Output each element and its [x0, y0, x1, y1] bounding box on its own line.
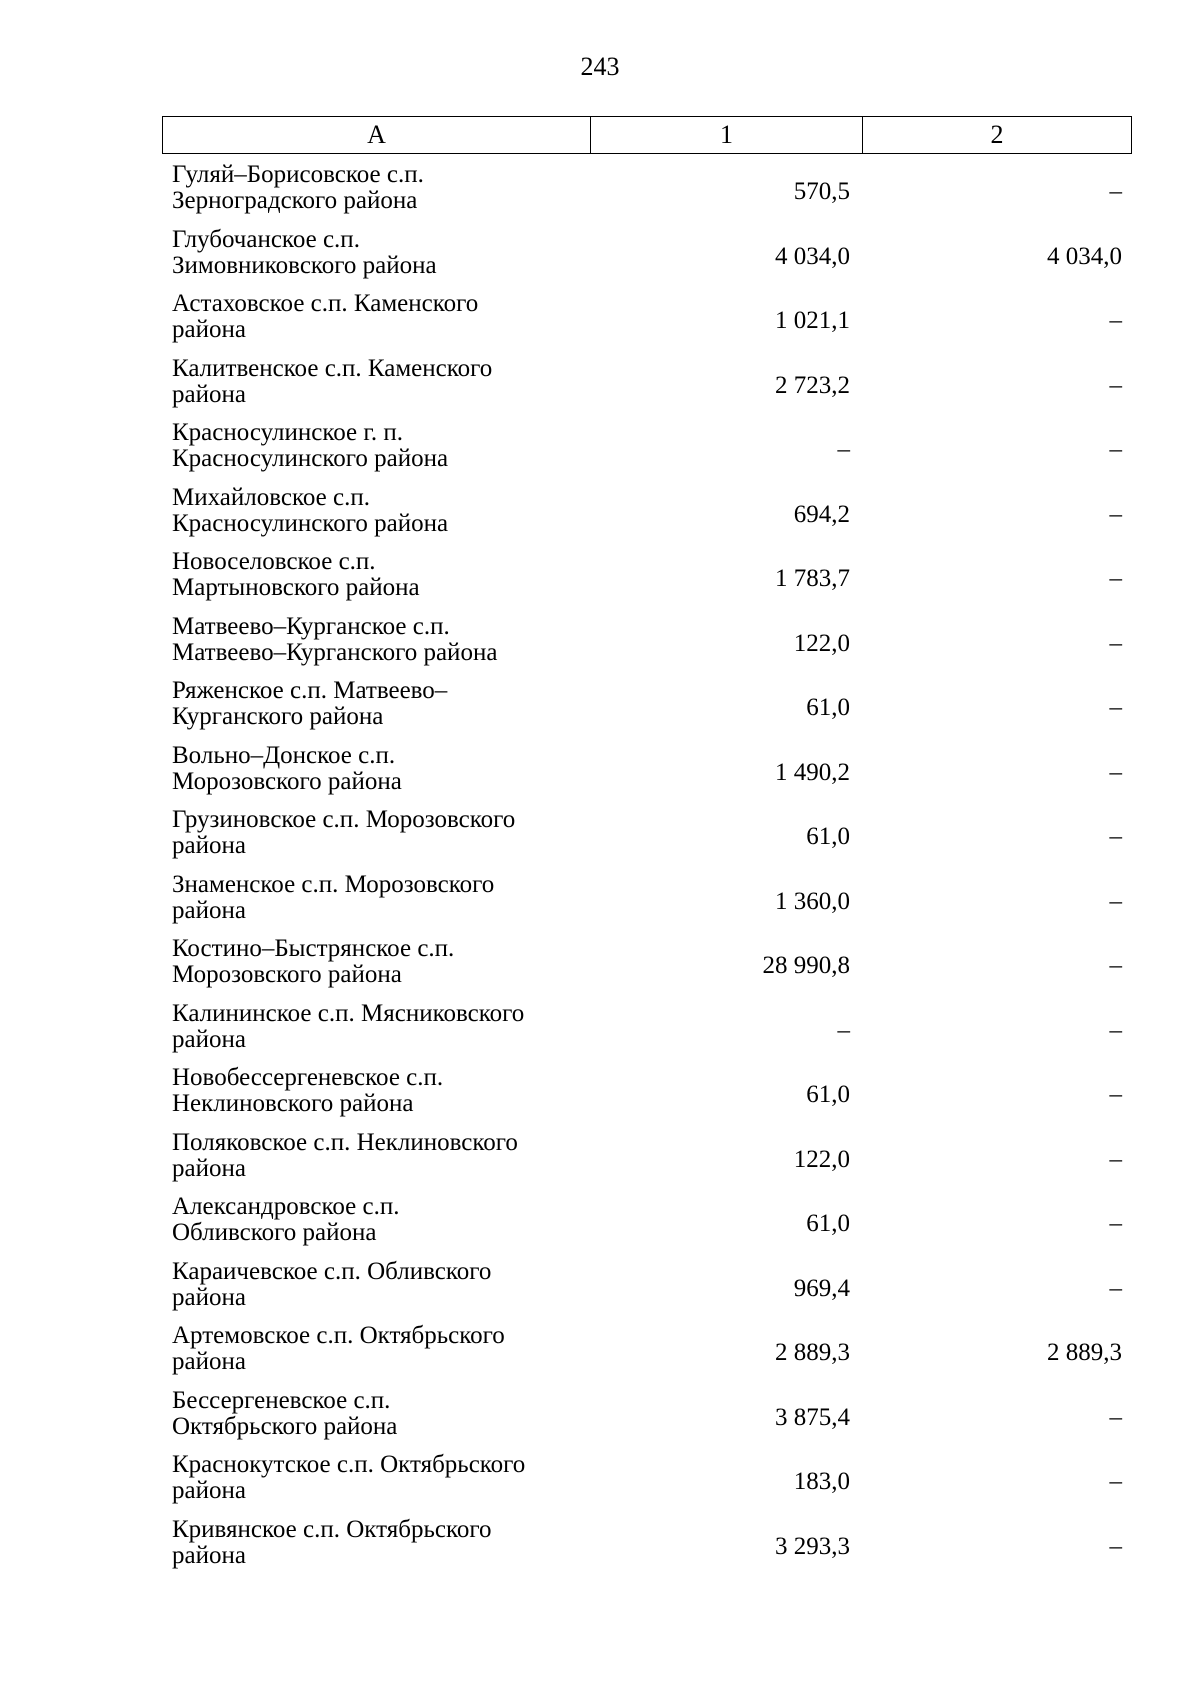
value-col-1: 969,4 — [793, 1274, 850, 1302]
value-col-1: 28 990,8 — [762, 952, 850, 980]
value-col-2: – — [1109, 694, 1122, 722]
value-col-2: – — [1109, 565, 1122, 593]
value-col-2: – — [1109, 629, 1122, 657]
value-col-2: – — [1109, 887, 1122, 915]
value-col-2: 4 034,0 — [1047, 242, 1122, 270]
value-col-2: – — [1109, 1016, 1122, 1044]
settlement-name: Поляковское с.п. Неклиновского района — [172, 1128, 518, 1182]
table-row — [162, 870, 1132, 935]
settlement-name: Калитвенское с.п. Каменского района — [172, 354, 493, 408]
value-col-1: 122,0 — [793, 629, 850, 657]
settlement-name: Матвеево–Курганское с.п. Матвеево–Курганского района — [172, 612, 498, 666]
value-col-2: – — [1109, 823, 1122, 851]
settlement-name: Александровское с.п. Обливского района — [172, 1193, 400, 1246]
settlement-name: Новобессергеневское с.п. Неклиновского района — [172, 1064, 444, 1117]
value-col-1: 1 021,1 — [775, 307, 850, 335]
table-row — [162, 1192, 1132, 1257]
settlement-name: Бессергеневское с.п. Октябрьского района — [172, 1386, 398, 1440]
value-col-1: 61,0 — [806, 823, 850, 851]
page-number: 243 — [580, 52, 620, 81]
table-row — [162, 1063, 1132, 1128]
settlement-name: Знаменское с.п. Морозовского района — [172, 870, 495, 924]
value-col-1: 570,5 — [793, 178, 850, 206]
table-row — [162, 805, 1132, 870]
value-col-2: – — [1109, 1468, 1122, 1496]
table-row — [162, 1450, 1132, 1515]
value-col-1: 3 293,3 — [775, 1532, 850, 1560]
table-row — [162, 999, 1132, 1064]
settlement-name: Михайловское с.п. Красносулинского района — [172, 483, 449, 537]
value-col-2: – — [1109, 1081, 1122, 1109]
table-body — [162, 160, 1132, 1579]
value-col-2: 2 889,3 — [1047, 1339, 1122, 1367]
value-col-2: – — [1109, 178, 1122, 206]
value-col-2: – — [1109, 1145, 1122, 1173]
table-row — [162, 1321, 1132, 1386]
table-row — [162, 1128, 1132, 1193]
value-col-1: 694,2 — [793, 500, 850, 528]
table-row — [162, 676, 1132, 741]
table-row — [162, 612, 1132, 677]
table-row — [162, 160, 1132, 225]
value-col-2: – — [1109, 1274, 1122, 1302]
settlement-name: Грузиновское с.п. Морозовского района — [172, 806, 516, 859]
table-row — [162, 1257, 1132, 1322]
value-col-2: – — [1109, 1403, 1122, 1431]
settlement-name: Новоселовское с.п. Мартыновского района — [172, 548, 420, 601]
value-col-1: – — [837, 436, 850, 464]
value-col-1: – — [837, 1016, 850, 1044]
settlement-name: Гуляй–Борисовское с.п. Зерноградского района — [172, 161, 424, 214]
settlement-name: Артемовское с.п. Октябрьского района — [172, 1322, 505, 1375]
table-row — [162, 354, 1132, 419]
settlement-name: Красносулинское г. п. Красносулинского района — [172, 419, 449, 472]
table-row — [162, 547, 1132, 612]
value-col-2: – — [1109, 952, 1122, 980]
column-header-1: 1 — [591, 117, 863, 153]
settlement-name: Краснокутское с.п. Октябрьского района — [172, 1451, 526, 1504]
value-col-2: – — [1109, 1532, 1122, 1560]
value-col-2: – — [1109, 500, 1122, 528]
value-col-1: 1 783,7 — [775, 565, 850, 593]
settlement-name: Глубочанское с.п. Зимовниковского района — [172, 225, 437, 279]
value-col-2: – — [1109, 758, 1122, 786]
value-col-2: – — [1109, 1210, 1122, 1238]
column-header-2: 2 — [990, 120, 1004, 149]
table-row — [162, 483, 1132, 548]
settlement-name: Калининское с.п. Мясниковского района — [172, 999, 525, 1053]
settlement-name: Вольно–Донское с.п. Морозовского района — [172, 741, 402, 795]
table-row — [162, 1386, 1132, 1451]
settlement-name: Костино–Быстрянское с.п. Морозовского района — [172, 935, 455, 988]
value-col-1: 4 034,0 — [775, 242, 850, 270]
value-col-1: 2 889,3 — [775, 1339, 850, 1367]
value-col-1: 122,0 — [793, 1145, 850, 1173]
table-header — [162, 116, 1132, 154]
settlement-name: Кривянское с.п. Октябрьского района — [172, 1515, 492, 1569]
value-col-1: 1 360,0 — [775, 887, 850, 915]
column-header-a: А — [163, 117, 591, 153]
value-col-1: 61,0 — [806, 1210, 850, 1238]
table-row — [162, 741, 1132, 806]
value-col-1: 3 875,4 — [775, 1403, 850, 1431]
value-col-1: 1 490,2 — [775, 758, 850, 786]
value-col-1: 61,0 — [806, 694, 850, 722]
table-row — [162, 418, 1132, 483]
settlement-name: Ряженское с.п. Матвеево– Курганского района — [172, 677, 448, 730]
value-col-1: 2 723,2 — [775, 371, 850, 399]
table-row — [162, 289, 1132, 354]
table-row — [162, 225, 1132, 290]
value-col-2: – — [1109, 436, 1122, 464]
value-col-1: 61,0 — [806, 1081, 850, 1109]
table-row — [162, 1515, 1132, 1580]
settlement-name: Караичевское с.п. Обливского района — [172, 1257, 492, 1311]
value-col-2: – — [1109, 371, 1122, 399]
settlement-name: Астаховское с.п. Каменского района — [172, 290, 479, 343]
table-row — [162, 934, 1132, 999]
value-col-1: 183,0 — [793, 1468, 850, 1496]
value-col-2: – — [1109, 307, 1122, 335]
